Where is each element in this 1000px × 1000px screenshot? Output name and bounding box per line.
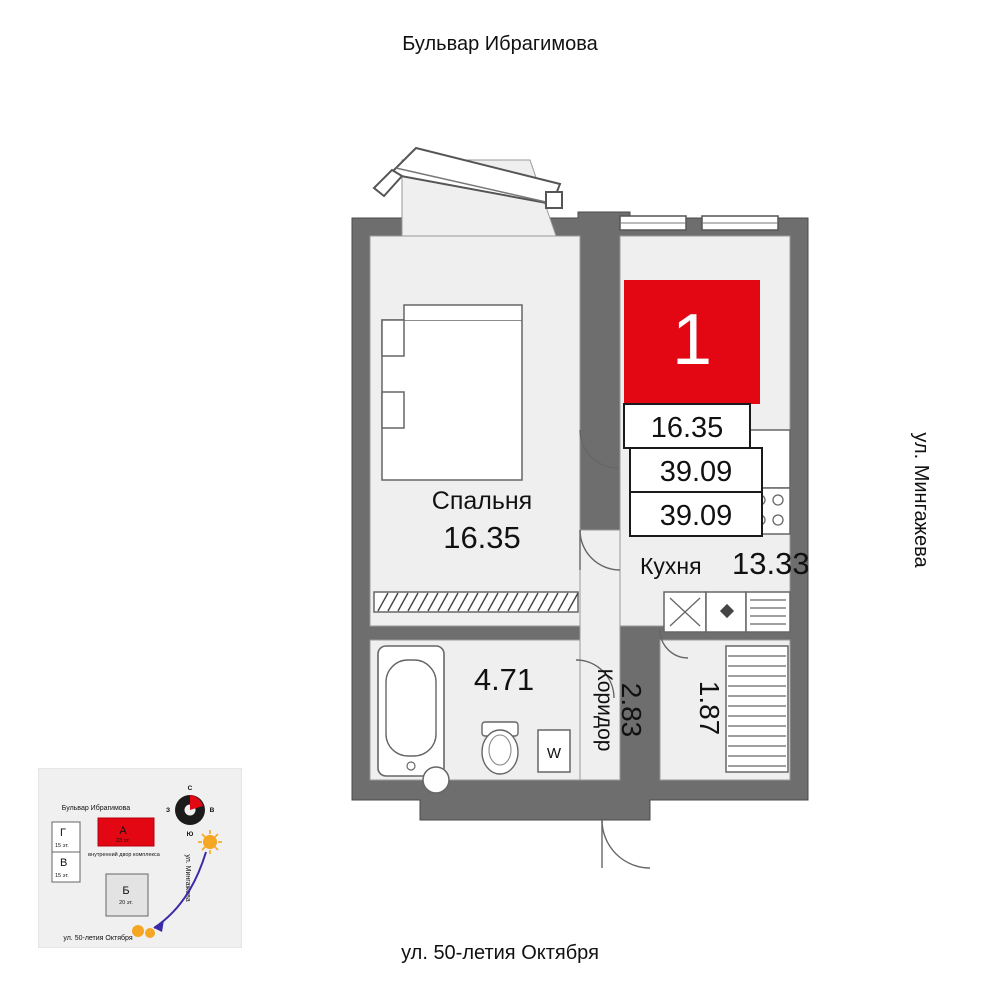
building-g-floors: 15 эт. bbox=[55, 843, 69, 849]
building-b-floors: 20 эт. bbox=[119, 900, 133, 906]
building-a-floors: 23 эт. bbox=[116, 838, 130, 844]
bedroom-area: 16.35 bbox=[443, 520, 521, 555]
building-g-label: Г bbox=[60, 827, 66, 839]
compass-north: С bbox=[187, 785, 193, 792]
kitchen-name: Кухня bbox=[640, 553, 702, 579]
apartment-number: 1 bbox=[671, 300, 713, 380]
closet-shelving bbox=[726, 646, 788, 772]
minimap-right-street: ул. Мингажева bbox=[184, 854, 191, 902]
compass-west: З bbox=[165, 807, 171, 814]
bed-furniture bbox=[382, 305, 522, 480]
building-v-label: В bbox=[60, 857, 68, 869]
street-label-top: Бульвар Ибрагимова bbox=[402, 33, 598, 55]
compass-east: В bbox=[209, 807, 215, 814]
corridor-name: Коридор bbox=[593, 668, 616, 752]
street-label-bottom: ул. 50-летия Октября bbox=[401, 942, 599, 964]
closet-area: 1.87 bbox=[694, 680, 725, 736]
radiator-hatch bbox=[374, 592, 578, 612]
site-minimap[interactable] bbox=[38, 768, 242, 948]
minimap-bottom-street: ул. 50-летия Октября bbox=[63, 935, 133, 942]
total-area-balcony-value: 39.09 bbox=[659, 500, 733, 532]
corridor-area: 2.83 bbox=[616, 682, 647, 738]
courtyard-label-line1: внутренний двор комплекса bbox=[88, 852, 160, 858]
minimap-top-street: Бульвар Ибрагимова bbox=[61, 805, 131, 812]
building-b-label: Б bbox=[122, 885, 130, 897]
kitchen-area: 13.33 bbox=[732, 546, 810, 581]
bedroom-name: Спальня bbox=[431, 487, 533, 515]
living-area-value: 16.35 bbox=[650, 412, 724, 444]
toilet-icon bbox=[482, 722, 518, 774]
washer-label: W bbox=[546, 745, 562, 762]
building-v-floors: 15 эт. bbox=[55, 873, 69, 879]
floor-plan bbox=[330, 130, 860, 870]
total-area-value: 39.09 bbox=[659, 456, 733, 488]
street-label-right: ул. Мингажева bbox=[909, 432, 932, 568]
area-badge-group bbox=[624, 280, 762, 536]
compass-south: Ю bbox=[186, 831, 194, 838]
building-a-label: А bbox=[119, 825, 127, 837]
bathroom-area: 4.71 bbox=[473, 662, 535, 697]
